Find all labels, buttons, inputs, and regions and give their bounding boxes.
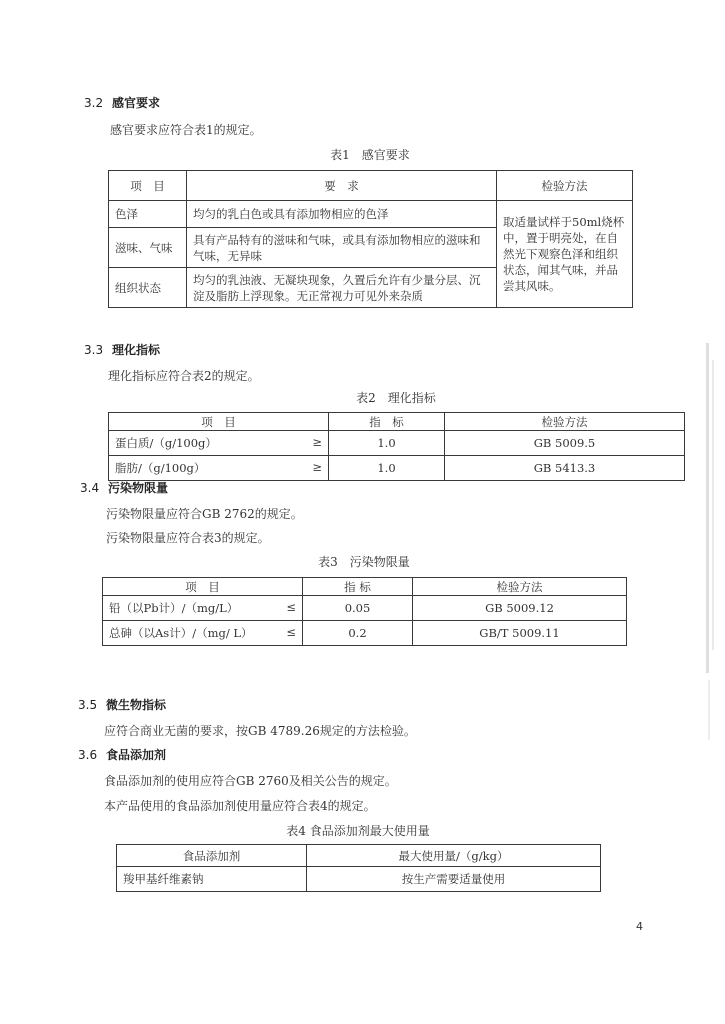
table-cell: GB/T 5009.11 [413, 621, 627, 646]
section-heading: 3.5 微生物指标 [78, 698, 167, 712]
table-cell: 均匀的乳白色或具有添加物相应的色泽 [187, 201, 497, 228]
table-cell: 色泽 [109, 201, 187, 228]
table-cell: 具有产品特有的滋味和气味，或具有添加物相应的滋味和气味，无异味 [187, 228, 497, 268]
table-cell: 组织状态 [109, 268, 187, 308]
section-heading: 3.3 理化指标 [84, 343, 161, 357]
paragraph: 理化指标应符合表2的规定。 [108, 369, 260, 383]
table-caption: 表1 感官要求 [330, 148, 410, 162]
table-sensory [108, 170, 633, 308]
section-heading: 3.4 污染物限量 [80, 481, 169, 495]
table-cell: GB 5009.12 [413, 596, 627, 621]
paragraph: 食品添加剂的使用应符合GB 2760及相关公告的规定。 [104, 774, 397, 788]
table-header: 指 标 [303, 578, 413, 596]
table-header: 指 标 [329, 413, 445, 431]
table-physchem [108, 412, 685, 481]
table-cell: 滋味、气味 [109, 228, 187, 268]
table-cell: 0.05 [303, 596, 413, 621]
table-cell: 蛋白质/（g/100g） ≥ [109, 431, 329, 456]
table-cell: 脂肪/（g/100g） ≥ [109, 456, 329, 481]
table-cell: GB 5413.3 [445, 456, 685, 481]
table-cell: GB 5009.5 [445, 431, 685, 456]
table-header: 项 目 [109, 171, 187, 201]
table-cell: 取适量试样于50ml烧杯中，置于明亮处，在自然光下观察色泽和组织状态，闻其气味，并品尝其风味。 [497, 201, 633, 308]
paragraph: 污染物限量应符合GB 2762的规定。 [106, 507, 303, 521]
scan-artifact [708, 680, 710, 740]
scan-artifact [706, 343, 709, 673]
table-caption: 表3 污染物限量 [318, 555, 410, 569]
table-header: 项 目 [109, 413, 329, 431]
table-header: 要 求 [187, 171, 497, 201]
table-caption: 表4 食品添加剂最大使用量 [286, 824, 430, 838]
section-heading: 3.2 感官要求 [84, 96, 161, 110]
section-heading: 3.6 食品添加剂 [78, 748, 167, 762]
page-number: 4 [636, 920, 643, 933]
table-cell: 0.2 [303, 621, 413, 646]
table-caption: 表2 理化指标 [356, 391, 436, 405]
table-additives [116, 844, 601, 892]
table-cell: 1.0 [329, 456, 445, 481]
table-header: 最大使用量/（g/kg） [307, 845, 601, 867]
table-header: 食品添加剂 [117, 845, 307, 867]
table-cell: 总砷（以As计）/（mg/ L） ≤ [103, 621, 303, 646]
paragraph: 感官要求应符合表1的规定。 [110, 123, 262, 137]
table-cell: 1.0 [329, 431, 445, 456]
table-header: 项 目 [103, 578, 303, 596]
table-header: 检验方法 [497, 171, 633, 201]
table-header: 检验方法 [445, 413, 685, 431]
paragraph: 污染物限量应符合表3的规定。 [106, 531, 270, 545]
table-contaminants [102, 577, 627, 646]
scan-artifact [712, 360, 714, 650]
table-cell: 铅（以Pb计）/（mg/L） ≤ [103, 596, 303, 621]
table-header: 检验方法 [413, 578, 627, 596]
paragraph: 应符合商业无菌的要求，按GB 4789.26规定的方法检验。 [104, 724, 416, 738]
table-cell: 按生产需要适量使用 [307, 867, 601, 892]
table-cell: 均匀的乳浊液、无凝块现象，久置后允许有少量分层、沉淀及脂肪上浮现象。无正常视力可见外来杂质 [187, 268, 497, 308]
table-cell: 羧甲基纤维素钠 [117, 867, 307, 892]
paragraph: 本产品使用的食品添加剂使用量应符合表4的规定。 [104, 799, 376, 813]
